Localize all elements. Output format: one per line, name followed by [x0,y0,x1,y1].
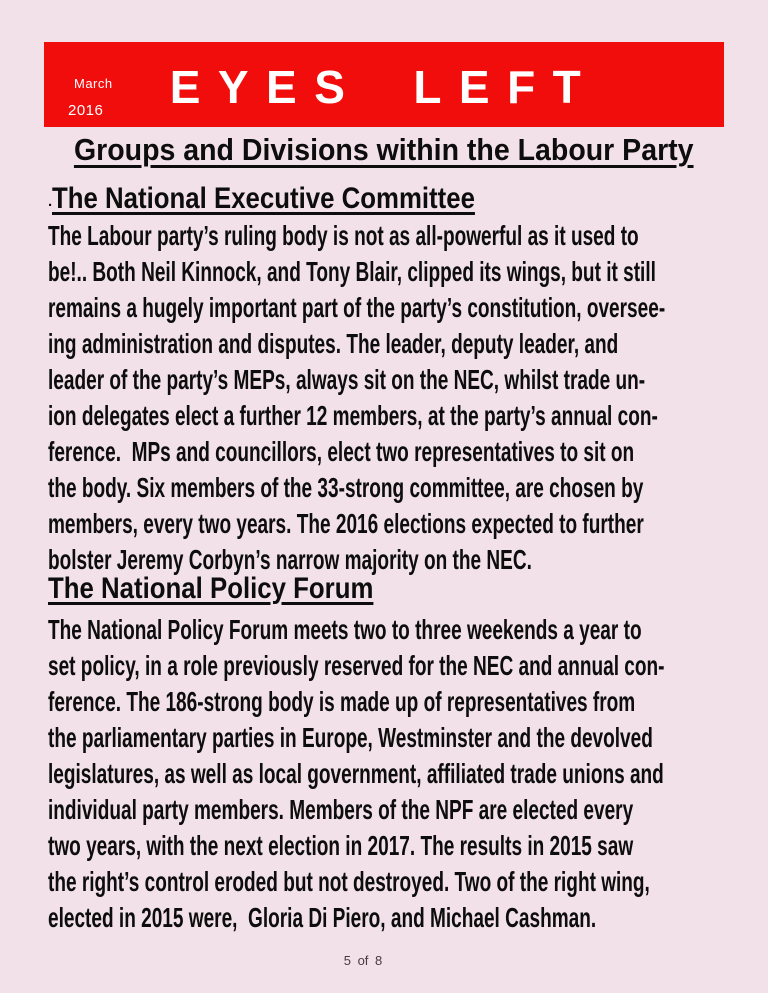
headline-text: Groups and Divisions within the Labour Party [74,132,694,167]
text-line: be!.. Both Neil Kinnock, and Tony Blair, clipped its wings, but it still [48,256,656,287]
text-line: The Labour party’s ruling body is not as all-powerful as it used to [48,220,639,251]
text-line: ference. MPs and councillors, elect two representatives to sit on [48,436,635,467]
masthead-banner [44,42,724,127]
headline [0,133,768,167]
text-line: remains a hugely important part of the party’s constitution, oversee- [48,292,666,323]
masthead-date-month: March [74,76,113,91]
text-line: the right’s control eroded but not destroyed. Two of the right wing, [48,866,650,897]
paragraph-npf [48,612,698,936]
masthead-date-year: 2016 [68,102,104,119]
masthead-title: EYES LEFT [169,61,599,113]
section-heading-prefix: . [48,193,53,210]
section-heading-npf [48,572,426,606]
page-number: 5 of 8 [343,953,383,968]
text-line: elected in 2015 were, Gloria Di Piero, and Michael Cashman. [48,902,597,933]
text-line: ing administration and disputes. The leader, deputy leader, and [48,328,619,359]
section-heading-nec-text: The National Executive Committee [52,182,476,215]
text-line: ion delegates elect a further 12 members, at the party’s annual con- [48,400,658,431]
text-line: bolster Jeremy Corbyn’s narrow majority on the NEC. [48,544,532,575]
paragraph-nec [48,218,698,578]
section-heading-npf-text: The National Policy Forum [48,572,374,605]
text-line: members, every two years. The 2016 elections expected to further [48,508,644,539]
section-heading-nec [48,182,544,219]
text-line: two years, with the next election in 2017. The results in 2015 saw [48,830,634,861]
text-line: legislatures, as well as local government, affiliated trade unions and [48,758,664,789]
text-line: leader of the party’s MEPs, always sit on the NEC, whilst trade un- [48,364,646,395]
text-line: set policy, in a role previously reserved for the NEC and annual con- [48,650,665,681]
text-line: the parliamentary parties in Europe, Westminster and the devolved [48,722,653,753]
text-line: ference. The 186-strong body is made up of representatives from [48,686,636,717]
text-line: the body. Six members of the 33-strong committee, are chosen by [48,472,644,503]
text-line: individual party members. Members of the NPF are elected every [48,794,634,825]
text-line: The National Policy Forum meets two to three weekends a year to [48,614,642,645]
